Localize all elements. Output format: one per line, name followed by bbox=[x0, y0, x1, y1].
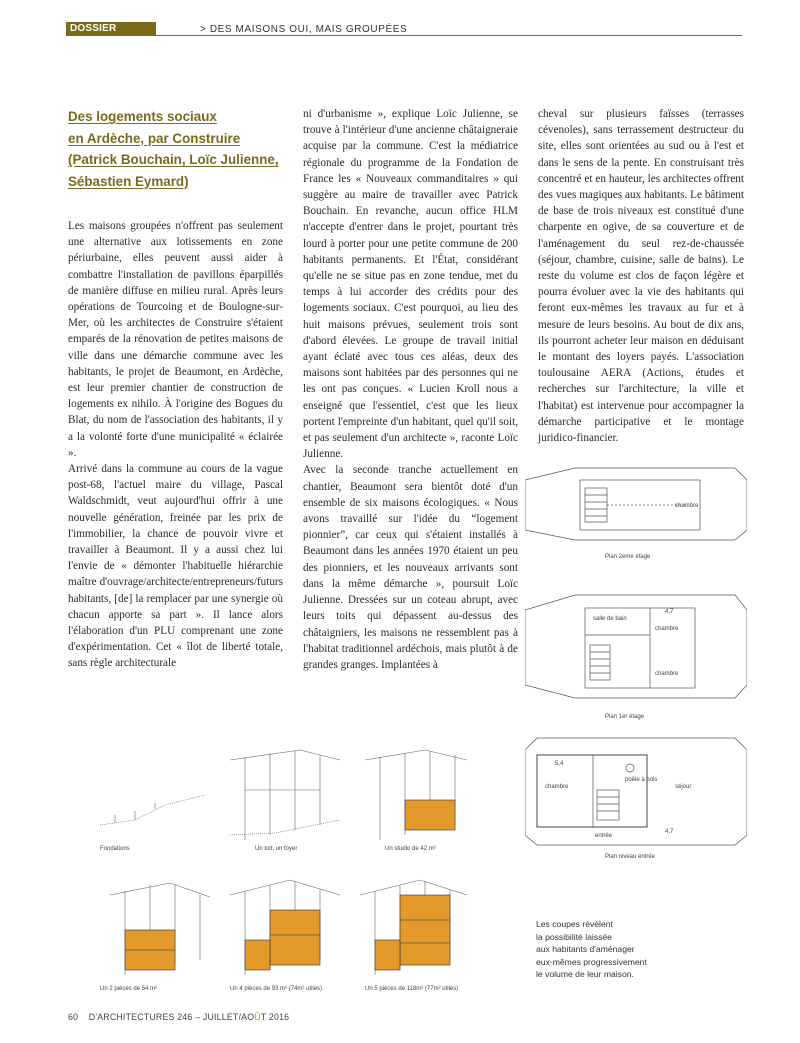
room-label: poêle à bois bbox=[625, 777, 658, 783]
section-studio bbox=[365, 750, 467, 840]
paragraph: ni d'urbanisme », explique Loïc Julienne, se trouve à l'intérieur d'une ancienne châtaigneraie acquise par la commune. C'est la médiatrice régionale du programme de la Fondation de France les « Nouveaux commanditaires » qui suggère au maire de travailler avec Patrick Bouchain. En revanche, aucun office HLM n'accepte d'entrer dans le projet, pourtant très lourd à porter pour une petite commune de 200 habitants permanents. Et l'État, considérant qu'elle ne se situe pas en zone tendue, met du temps à lui accorder des crédits pour des logements sociaux. C'est pourquoi, au lieu des huit maisons prévues, seulement trois sont d'abord élevées. Le groupe de travail initial ayant éclaté avec tous ces aléas, deux des maisons sont habitées par des personnes qui ne les ont pas conçues. « Lucien Kroll nous a enseigné que l'essentiel, c'est que les lieux portent l'empreinte d'un habitant, quel qu'il soit, et pas seulement d'un architecte », raconte Loïc Julienne. bbox=[303, 108, 518, 461]
sections-figure bbox=[95, 745, 475, 1000]
caption-line: aux habitants d'aménager bbox=[536, 944, 635, 955]
paragraph: Les maisons groupées n'offrent pas seulement une alternative aux lotissements en zone périurbaine, elles peuvent aussi aider à combattre l'installation de pavillons éparpillés de manière diffuse en milieu rural. Après leurs opérations de Tourcoing et de Boulogne-sur-Mer, où les architectes de Construire s'étaient emparés de la rénovation de petites maisons de ville dans une démarche commune avec les habitants, le projet de Beaumont, en Ardèche, est leur premier chantier de construction de logements ex nihilo. À l'origine des Bogues du Blat, du nom de l'association des habitants, il y a la volonté forte d'une municipalité « éclairée ». bbox=[68, 220, 283, 459]
plan-label: Plan niveau entrée bbox=[605, 854, 656, 860]
plan-label: Plan 2eme étage bbox=[605, 554, 651, 560]
caption-line: la possibilité laissée bbox=[536, 931, 612, 942]
section-label: Un 2 pièces de 54 m² bbox=[100, 986, 158, 992]
paragraph: Avec la seconde tranche actuellement en chantier, Beaumont sera bientôt doté d'un ensemble de six maisons écologiques. « Nous avons travaillé sur l'idée du “logement pionnier”, car ceux qui s'étaient installés à Beaumont dans les années 1970 étaient un peu des pionniers, et les nouveaux arrivants sont dans la même démarche », poursuit Loïc Julienne. Dressées sur un coteau abrupt, avec leurs toits qui dépassent au-dessus des châtaigniers, les maisons ne ressemblent pas à l'habitat traditionnel ardéchois, mais plutôt à de grandes granges. Implantées à bbox=[303, 464, 518, 671]
plan-entry-level bbox=[525, 738, 747, 845]
section-label: Un 4 pièces de 93 m² (74m² utiles) bbox=[230, 986, 323, 992]
section-toit-foyer bbox=[230, 750, 340, 840]
room-label: salle de bain bbox=[593, 616, 627, 622]
floor-plans-figure bbox=[525, 460, 747, 860]
caption-line: le volume de leur maison. bbox=[536, 969, 634, 980]
title-line: en Ardèche, par Construire bbox=[68, 130, 241, 146]
header-rule bbox=[156, 35, 742, 36]
room-label: chambre bbox=[655, 626, 679, 632]
text-column-3 bbox=[538, 106, 744, 446]
publication-info: D'ARCHITECTURES 246 – JUILLET/AOÛT 2016 bbox=[88, 1012, 290, 1022]
section-label: Un studio de 42 m² bbox=[385, 846, 436, 852]
figure-caption bbox=[536, 918, 686, 981]
section-tag: DOSSIER bbox=[66, 22, 156, 36]
plan-2nd-floor bbox=[525, 468, 747, 540]
plan-1st-floor bbox=[525, 595, 747, 698]
paragraph: cheval sur plusieurs faïsses (terrasses cévenoles), sans terrassement destructeur du site, elles sont orientées au sud ou à l'est et dans le sens de la pente. En construisant très concentré et en hauteur, les architectes offrent des vues magiques aux habitants. Le bâtiment de base de trois niveaux est constitué d'une charpente en ogive, de sa couverture et de l'aménagement du seul rez-de-chaussée (séjour, chambre, cuisine, salle de bains). Le reste du volume est clos de façon légère et pourra évoluer avec la vie des habitants qui feront eux-mêmes les travaux au fur et à mesure de leurs besoins. Au bout de dix ans, ils pourront acheter leur maison en déduisant le montant des loyers payés. L'association toulousaine AERA (Actions, études et recherches sur l'architecture, la ville et l'habitat) est intervenue pour accompagner la démarche participative et le montage juridico-financier. bbox=[538, 108, 744, 445]
section-label: Fondations bbox=[100, 846, 130, 852]
plan-label: Plan 1er étage bbox=[605, 714, 645, 720]
section-heading: > DES MAISONS OUI, MAIS GROUPÉES bbox=[200, 24, 408, 35]
room-label: chambre bbox=[545, 784, 569, 790]
paragraph: Arrivé dans la commune au cours de la vague post-68, l'actuel maire du village, Pascal Waldschmidt, veut aujourd'hui offrir à une nouvelle génération, freinée par les prix de l'immobilier, la chance de pouvoir vivre et travailler à Beaumont. Il y a aussi chez lui l'envie de « démonter l'habituelle hiérarchie maître d'ouvrage/architecte/entrepreneurs/futurs habitants, [de] la remplacer par une synergie où chacun apporte sa part ». Il lance alors l'élaboration d'un PLU comprenant une zone d'expérimentation. Cet « îlot de liberté totale, sans règle architecturale bbox=[68, 463, 283, 670]
title-line: (Patrick Bouchain, Loïc Julienne, bbox=[68, 152, 279, 167]
title-line: Sébastien Eymard) bbox=[68, 173, 189, 189]
page-number: 60 bbox=[68, 1012, 79, 1022]
section-label: Un 5 pièces de 118m² (77m² utiles) bbox=[365, 986, 459, 992]
text-column-2 bbox=[303, 106, 518, 673]
caption-line: eux-mêmes progressivement bbox=[536, 956, 647, 967]
page-footer bbox=[68, 1012, 289, 1022]
dimension-label: 4,7 bbox=[665, 609, 674, 615]
room-label: séjour bbox=[675, 784, 692, 790]
article-title bbox=[68, 106, 293, 192]
caption-line: Les coupes révèlent bbox=[536, 919, 613, 929]
room-label: chambre bbox=[655, 671, 679, 677]
section-fondations bbox=[100, 795, 205, 825]
section-4-pieces bbox=[230, 880, 340, 975]
text-column-1 bbox=[68, 218, 283, 672]
section-label: Un toit, un foyer bbox=[255, 846, 298, 852]
title-line: Des logements sociaux bbox=[68, 109, 217, 124]
room-label: chambre bbox=[675, 503, 699, 509]
dimension-label: 4,7 bbox=[665, 829, 674, 835]
dimension-label: 5,4 bbox=[555, 761, 564, 767]
section-2-pieces bbox=[110, 883, 210, 975]
section-5-pieces bbox=[360, 880, 467, 975]
room-label: entrée bbox=[595, 833, 613, 839]
